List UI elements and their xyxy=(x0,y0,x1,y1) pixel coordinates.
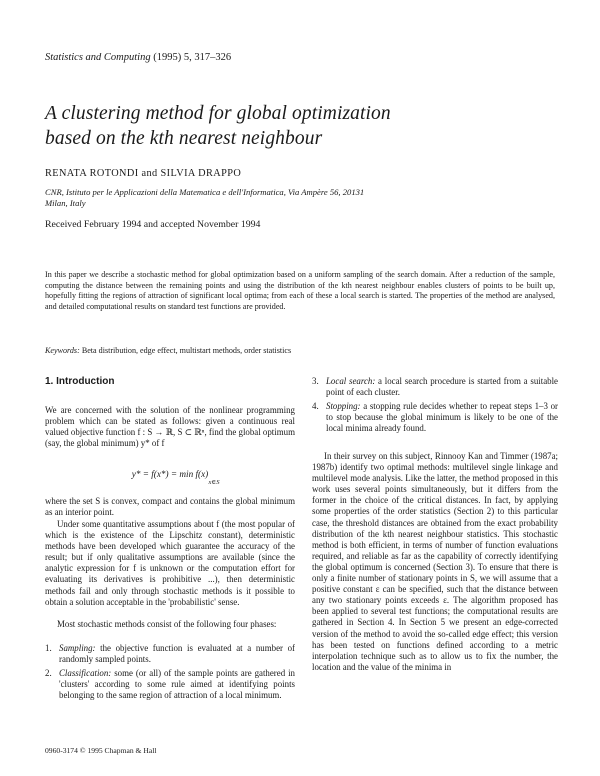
equation-body: y* = f(x*) = min f(x) xyxy=(131,469,209,479)
affiliation xyxy=(45,187,515,208)
phase-number: 3. xyxy=(312,376,319,386)
authors: RENATA ROTONDI and SILVIA DRAPPO xyxy=(45,168,242,179)
received-date: Received February 1994 and accepted November 1994 xyxy=(45,219,261,230)
intro-paragraph-5: In their survey on this subject, Rinnooy Kan and Timmer (1987a; 1987b) identify two optimal methods: multilevel single linkage and multilevel mode analysis. Like the latter, the method proposed in this work uses several points simultaneously, but it differs from the former in the choice of the critical distances. In fact, by applying some properties of the order statistics (Section 2) to this particular case, the threshold distances are obtained from the exact probability distribution of the kth nearest neighbour statistics. This stochastic method is both efficient, in terms of number of function evaluations required, and reliable as far as the capability of correctly identifying the global optimum is concerned (Section 3). To ensure that there is only a finite number of stationary points in S, we will assume that a positive constant ε can be specified, such that the distance between any two stationary points exceeds ε. The algorithm proposed has been applied to several test functions; the computational results are gathered in Section 4. In Section 5 we present an edge-corrected version of the method to avoid the so-called edge effect; this version has been tested on functions defined according to a metric interpolation technique such as to allow us to fix the number, the location and the value of the minima in xyxy=(312,451,558,672)
phase-item-3 xyxy=(312,376,558,398)
phase-number: 4. xyxy=(312,401,319,412)
phase-text: the objective function is evaluated at a number of randomly sampled points. xyxy=(59,643,295,665)
phase-label: Local search: xyxy=(326,376,376,386)
phase-label: Classification: xyxy=(59,668,112,679)
keywords xyxy=(45,346,555,355)
journal-header xyxy=(45,52,231,63)
journal-details: (1995) 5, 317–326 xyxy=(153,52,232,63)
title-line-2: based on the kth nearest neighbour xyxy=(45,128,323,149)
phase-list-right xyxy=(312,376,558,434)
phase-label: Stopping: xyxy=(326,401,361,412)
intro-paragraph-4: Most stochastic methods consist of the following four phases: xyxy=(57,619,277,629)
phase-text: some (or all) of the sample points are gathered in 'clusters' according to some rule aimed at identifying points belonging to the same region of attraction of a local minimum. xyxy=(59,668,295,701)
phase-label: Sampling: xyxy=(59,643,96,653)
intro-paragraph-3: Under some quantitative assumptions about f (the most popular of which is the existence of the Lipschitz constant), deterministic methods have been developed which guarantee the accuracy of the result; but if only qualitative assumptions are available (since the analytic expression for f is unknown or the computation effort for evaluating its derivatives is prohibitive ...), then deterministic methods fail and only through stochastic methods is it possible to obtain a solution acceptable in the 'probabilistic' sense. xyxy=(45,519,295,607)
phase-item-1 xyxy=(45,643,295,665)
affiliation-line-1: CNR, Istituto per le Applicazioni della Matematica e dell'Informatica, Via Ampère 56, 20131 xyxy=(45,187,365,197)
journal-name: Statistics and Computing xyxy=(45,52,151,63)
section-heading-introduction: 1. Introduction xyxy=(45,376,115,387)
phase-text: a local search procedure is started from a suitable point of each cluster. xyxy=(326,376,558,398)
abstract: In this paper we describe a stochastic method for global optimization based on a uniform sampling of the search domain. After a reduction of the sample, computing the distance between the remaining points and using the distribution of the kth nearest neighbour enables clusters of points to be built up, hopefully fitting the regions of attraction of significant local optima; from each of these a local search is started. The properties of the method are analysed, and detailed computational results on standard test functions are provided. xyxy=(45,270,555,311)
phase-list-left xyxy=(45,643,295,701)
equation-subscript: x∈S xyxy=(208,479,220,486)
phase-number: 1. xyxy=(45,643,52,653)
paper-title xyxy=(45,101,565,151)
intro-paragraph-1: We are concerned with the solution of the nonlinear programming problem which can be stated as follows: given a continuous real valued objective function f : S → ℝ, S ⊂ ℝⁿ, find the global optimum (say, the global minimum) y* of f xyxy=(45,405,295,449)
equation xyxy=(45,469,295,486)
phase-item-4 xyxy=(312,401,558,434)
affiliation-line-2: Milan, Italy xyxy=(45,197,86,208)
copyright-footer: 0960-3174 © 1995 Chapman & Hall xyxy=(45,746,157,755)
title-line-1: A clustering method for global optimization xyxy=(45,103,391,124)
phase-text: a stopping rule decides whether to repeat steps 1–3 or to stop because the global minimum is likely to be one of the local minima already found. xyxy=(326,401,558,434)
phase-number: 2. xyxy=(45,668,52,679)
intro-paragraph-2: where the set S is convex, compact and contains the global minimum as an interior point. xyxy=(45,496,295,518)
phase-item-2 xyxy=(45,668,295,701)
keywords-label: Keywords: xyxy=(45,346,80,355)
keywords-list: Beta distribution, edge effect, multistart methods, order statistics xyxy=(81,346,292,355)
